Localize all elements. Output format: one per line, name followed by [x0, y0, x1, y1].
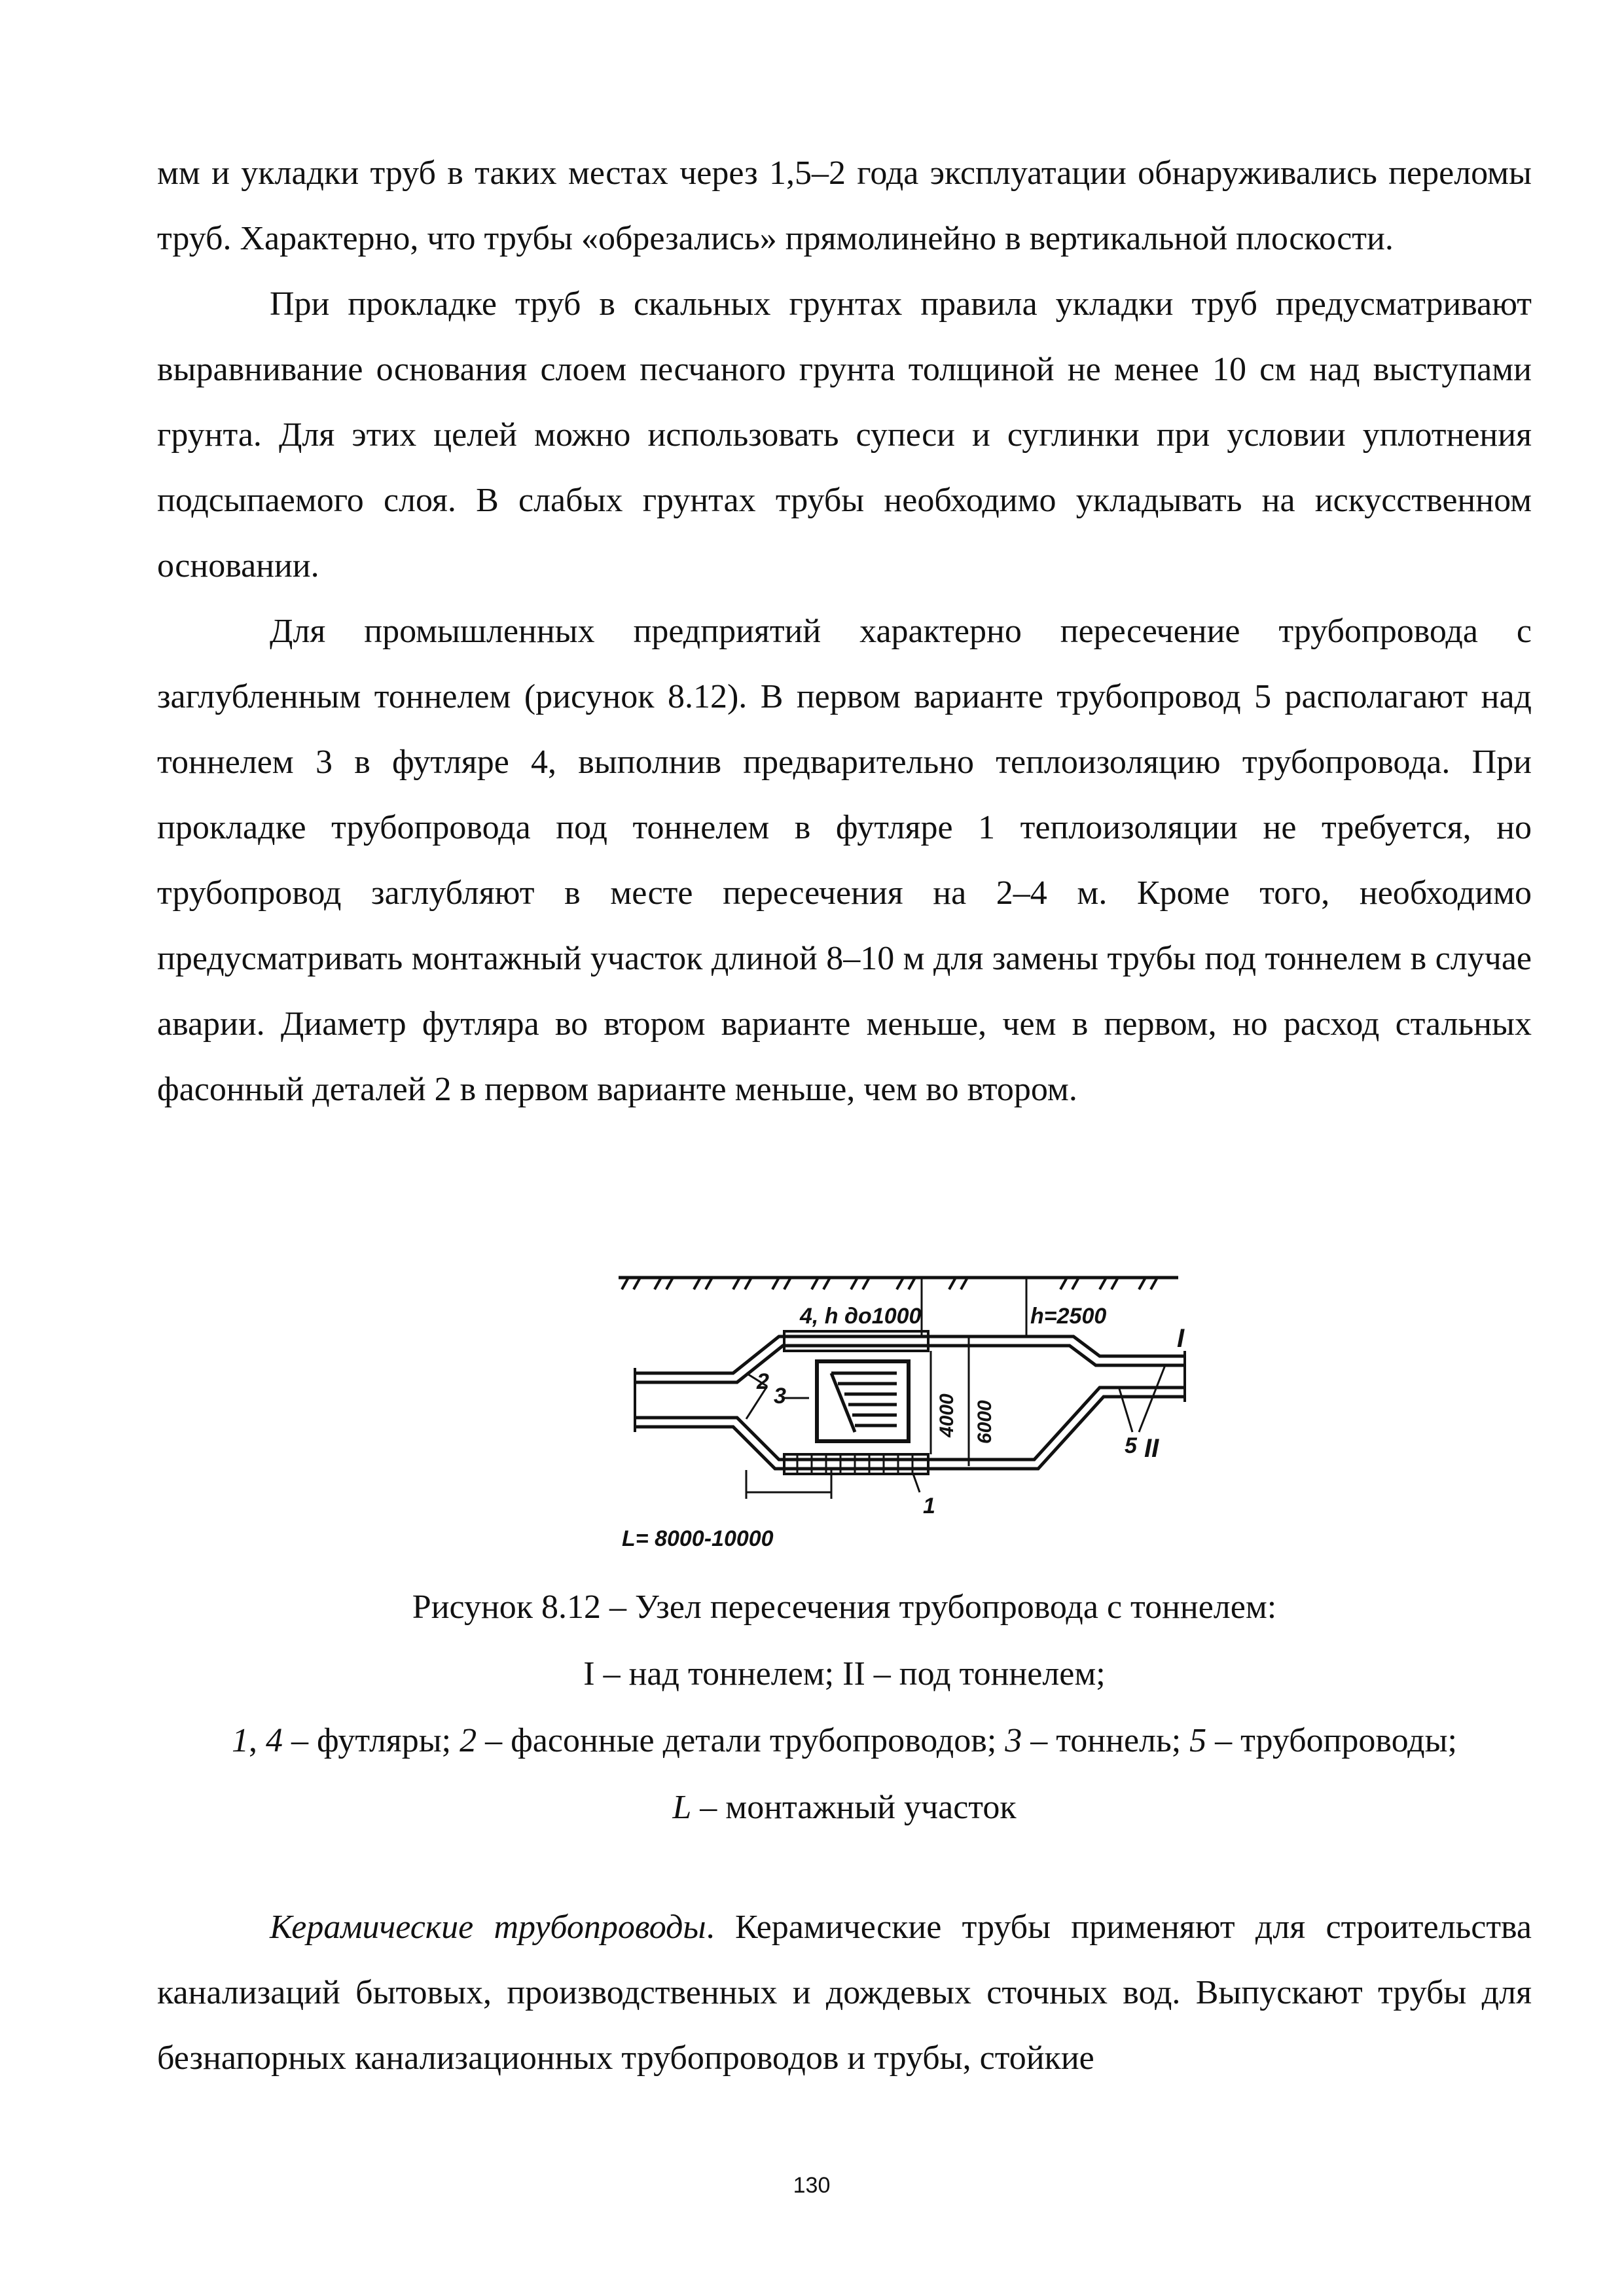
caption-L: L: [672, 1789, 692, 1826]
caption-num-2: 2: [460, 1722, 477, 1759]
paragraph-3: Для промышленных предприятий характерно пересечение трубопровода с заглубленным тоннелем (рисунок 8.12). В первом варианте трубопровод 5 располагают над тоннелем 3 в футляре 4, выполнив предварительно теплоизоляцию трубопровода. При прокладке трубопровода под тоннелем в футляре 1 теплоизоляции не требуется, но трубопровод заглубляют в месте пересечения на 2–4 м. Кроме того, необходимо предусматривать монтажный участок длиной 8–10 м для замены трубы под тоннелем в случае аварии. Диаметр футляра во втором варианте меньше, чем в первом, но расход стальных фасонный деталей 2 в первом варианте меньше, чем во втором.: [157, 613, 1532, 1108]
label-variant-one: I: [1177, 1324, 1185, 1353]
label-dim-outer: 6000: [974, 1400, 996, 1444]
figure-caption: [157, 1574, 1532, 1841]
label-dim-inner: 4000: [936, 1393, 958, 1437]
caption-line-1: Рисунок 8.12 – Узел пересечения трубопровода с тоннелем:: [412, 1588, 1277, 1626]
paragraph-ceramic: [157, 1895, 1532, 2091]
body-text-bottom: [157, 1895, 1532, 2091]
caption-num-4: 4: [266, 1722, 283, 1759]
label-length: L= 8000-10000: [622, 1526, 774, 1551]
caption-line-3: [157, 1708, 1532, 1774]
caption-line-2: I – над тоннелем; II – под тоннелем;: [583, 1655, 1106, 1693]
caption-text-1: – футляры;: [283, 1722, 460, 1759]
caption-num-3: 3: [1005, 1722, 1022, 1759]
label-3: 3: [774, 1384, 786, 1408]
section-text: . Керамические трубы применяют для строительства канализаций бытовых, производственных и дождевых сточных вод. Выпускают трубы для безнапорных канализационных трубопроводов и трубы, стойкие: [157, 1909, 1532, 2077]
caption-text-4: – трубопроводы;: [1206, 1722, 1457, 1759]
document-page: мм и укладки труб в таких местах через 1,5–2 года эксплуатации обнаруживались переломы труб. Характерно, что трубы «обрезались» прямолинейно в вертикальной плоскости. При прокладке труб в скальных грунтах правила укладки труб предусматривают выравнивание основания слоем песчаного грунта толщиной не менее 10 см над выступами грунта. Для этих целей можно использовать супеси и суглинки при условии уплотнения подсыпаемого слоя. В слабых грунтах трубы необходимо укладывать на искусственном основании. Для промышленных предприятий характерно пересечение трубопровода с заглубленным тоннелем (рисунок 8.12). В первом варианте трубопровод 5 располагают над тоннелем 3 в футляре 4, выполнив предварительно теплоизоляцию трубопровода. При прокладке трубопровода под тоннелем в футляре 1 теплоизоляции не требуется, но трубопровод заглубляют в месте пересечения на 2–4 м. Кроме того, необходимо предусматривать монтажный участок длиной 8–10 м для замены трубы под тоннелем в случае аварии. Диаметр футляра во втором варианте меньше, чем в первом, но расход стальных фасонный деталей 2 в первом варианте меньше, чем во втором. 4, h до1000 h=2500 I II 2 3 1 5 4000 6000 L= 8000-10000 Рисунок 8.12 – Узел пересечения трубопровода с тоннелем: I – над тоннелем; II – под тоннелем; 1, 4 – футляры; 2 – фасонные детали трубопроводов; 3 – тоннель; 5 – трубопроводы; L – монтажный участок Керамические трубопроводы. Керамические трубы применяют для строительства канализаций бытовых, производственных и дождевых сточных вод. Выпускают трубы для безнапорных канализационных трубопроводов и трубы, стойкие 130: [0, 0, 1624, 2296]
label-5: 5: [1125, 1433, 1137, 1458]
paragraph-1: мм и укладки труб в таких местах через 1,5–2 года эксплуатации обнаруживались переломы труб. Характерно, что трубы «обрезались» прямолинейно в вертикальной плоскости.: [157, 154, 1532, 257]
section-heading: Керамические трубопроводы: [270, 1909, 706, 1946]
label-1: 1: [923, 1494, 935, 1518]
paragraph-2: При прокладке труб в скальных грунтах правила укладки труб предусматривают выравнивание основания слоем песчаного грунта толщиной не менее 10 см над выступами грунта. Для этих целей можно использовать супеси и суглинки при условии уплотнения подсыпаемого слоя. В слабых грунтах трубы необходимо укладывать на искусственном основании.: [157, 285, 1532, 584]
casing-4: [784, 1331, 928, 1351]
label-right-depth: h=2500: [1030, 1304, 1107, 1329]
tunnel-hatching: [831, 1373, 897, 1432]
body-text-top: [157, 141, 1532, 1122]
ground-hatching: [622, 1278, 1157, 1289]
caption-num-5: 5: [1189, 1722, 1207, 1759]
caption-num-1: 1: [232, 1722, 249, 1759]
caption-sep: ,: [249, 1722, 266, 1759]
label-variant-two: II: [1144, 1434, 1159, 1463]
caption-text-L: – монтажный участок: [691, 1789, 1017, 1826]
caption-line-4: [157, 1774, 1532, 1841]
caption-text-3: – тоннель;: [1022, 1722, 1190, 1759]
casing-1: [784, 1454, 928, 1474]
label-2: 2: [757, 1369, 769, 1394]
figure-8-12: [615, 1263, 1204, 1554]
tunnel-crossing-diagram: [615, 1263, 1204, 1554]
caption-text-2: – фасонные детали трубопроводов;: [477, 1722, 1005, 1759]
label-top-depth: 4, h до1000: [800, 1304, 922, 1329]
